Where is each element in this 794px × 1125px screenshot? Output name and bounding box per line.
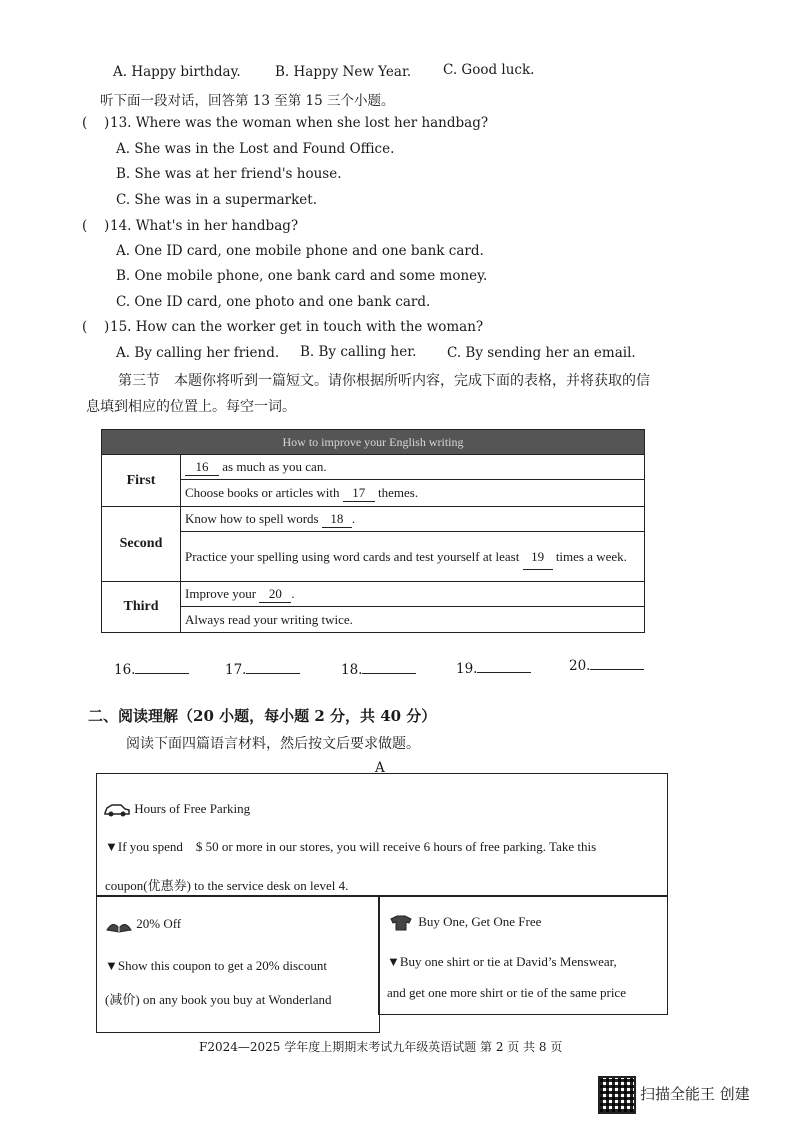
q15-answer-paren-open: ( bbox=[82, 319, 88, 335]
table-cell: Always read your writing twice. bbox=[181, 607, 645, 633]
parking-title-row: Hours of Free Parking bbox=[103, 801, 250, 818]
row-label-third: Third bbox=[102, 582, 181, 633]
q13-answer-paren-open: ( bbox=[82, 115, 88, 131]
q13-stem: 13. Where was the woman when she lost her handbag? bbox=[110, 115, 489, 131]
q12-option-a: A. Happy birthday. bbox=[113, 64, 241, 80]
q12-option-c: C. Good luck. bbox=[443, 62, 535, 78]
q15-option-b: B. By calling her. bbox=[300, 344, 417, 360]
q12-option-b: B. Happy New Year. bbox=[275, 64, 412, 80]
blank-19[interactable]: 19 bbox=[523, 544, 553, 570]
q14-answer-paren-close: ) bbox=[104, 218, 110, 234]
bogo-title-row: Buy One, Get One Free bbox=[387, 914, 541, 932]
q15-option-a: A. By calling her friend. bbox=[116, 345, 280, 361]
q14-answer-paren-open: ( bbox=[82, 218, 88, 234]
q14-option-c: C. One ID card, one photo and one bank card. bbox=[116, 294, 431, 310]
bogo-line1: ▼Buy one shirt or tie at David’s Menswear, bbox=[387, 954, 617, 969]
page-footer: F2024—2025 学年度上期期末考试九年级英语试题 第 2 页 共 8 页 bbox=[199, 1040, 563, 1054]
blank-17[interactable]: 17 bbox=[343, 485, 375, 502]
part2-title: 二、阅读理解（20 小题，每小题 2 分，共 40 分） bbox=[88, 707, 437, 725]
book-icon bbox=[105, 916, 133, 934]
row-label-second: Second bbox=[102, 507, 181, 582]
answer-line-16[interactable]: 16. bbox=[114, 659, 189, 678]
blank-20[interactable]: 20 bbox=[259, 586, 291, 603]
coupon-box-discount bbox=[96, 895, 380, 1033]
parking-line2: coupon(优惠券) to the service desk on level 4. bbox=[105, 878, 349, 893]
q15-option-c: C. By sending her an email. bbox=[447, 345, 636, 361]
passage-label: A bbox=[375, 760, 385, 776]
part2-instruction: 阅读下面四篇语言材料，然后按文后要求做题。 bbox=[126, 736, 420, 752]
table-cell: Improve your 20 . bbox=[181, 582, 645, 607]
section3-instruction-line1: 第三节 本题你将听到一篇短文。请你根据所听内容，完成下面的表格，并将获取的信 bbox=[118, 373, 650, 389]
shirt-icon bbox=[387, 914, 415, 932]
q14-option-b: B. One mobile phone, one bank card and some money. bbox=[116, 268, 488, 284]
qr-code-icon bbox=[598, 1076, 636, 1114]
coupon-box-top bbox=[96, 773, 668, 897]
q13-option-a: A. She was in the Lost and Found Office. bbox=[116, 141, 395, 157]
discount-line1: ▼Show this coupon to get a 20% discount bbox=[105, 958, 327, 973]
table-cell: Choose books or articles with 17 themes. bbox=[181, 480, 645, 507]
car-icon bbox=[103, 802, 131, 818]
discount-title-row: 20% Off bbox=[105, 916, 181, 934]
q15-answer-paren-close: ) bbox=[104, 319, 110, 335]
q13-option-b: B. She was at her friend's house. bbox=[116, 166, 342, 182]
blank-18[interactable]: 18 bbox=[322, 511, 352, 528]
answer-line-20[interactable]: 20. bbox=[569, 655, 644, 674]
q13-option-c: C. She was in a supermarket. bbox=[116, 192, 318, 208]
q13-answer-paren-close: ) bbox=[104, 115, 110, 131]
table-cell: Practice your spelling using word cards and test yourself at least 19 times a week. bbox=[181, 532, 645, 582]
row-label-first: First bbox=[102, 455, 181, 507]
blank-16[interactable]: 16 bbox=[185, 459, 219, 476]
scanner-watermark: 扫描全能王 创建 bbox=[640, 1085, 750, 1103]
instruction-13-15: 听下面一段对话，回答第 13 至第 15 三个小题。 bbox=[100, 93, 395, 109]
q14-stem: 14. What's in her handbag? bbox=[110, 218, 299, 234]
coupon-box-bogo bbox=[378, 895, 668, 1015]
q14-option-a: A. One ID card, one mobile phone and one bank card. bbox=[116, 243, 484, 259]
q15-stem: 15. How can the worker get in touch with the woman? bbox=[110, 319, 484, 335]
answer-line-18[interactable]: 18. bbox=[341, 659, 416, 678]
listening-table bbox=[101, 429, 645, 633]
answer-line-19[interactable]: 19. bbox=[456, 658, 531, 677]
bogo-line2: and get one more shirt or tie of the same price bbox=[387, 985, 626, 1000]
table-cell: Know how to spell words 18 . bbox=[181, 507, 645, 532]
discount-line2: (减价) on any book you buy at Wonderland bbox=[105, 992, 332, 1007]
answer-line-17[interactable]: 17. bbox=[225, 659, 300, 678]
parking-line1: ▼If you spend $ 50 or more in our stores, you will receive 6 hours of free parking. Take this bbox=[105, 839, 597, 854]
table-header: How to improve your English writing bbox=[102, 430, 645, 455]
table-cell: 16 as much as you can. bbox=[181, 455, 645, 480]
section3-instruction-line2: 息填到相应的位置上。每空一词。 bbox=[86, 399, 296, 415]
